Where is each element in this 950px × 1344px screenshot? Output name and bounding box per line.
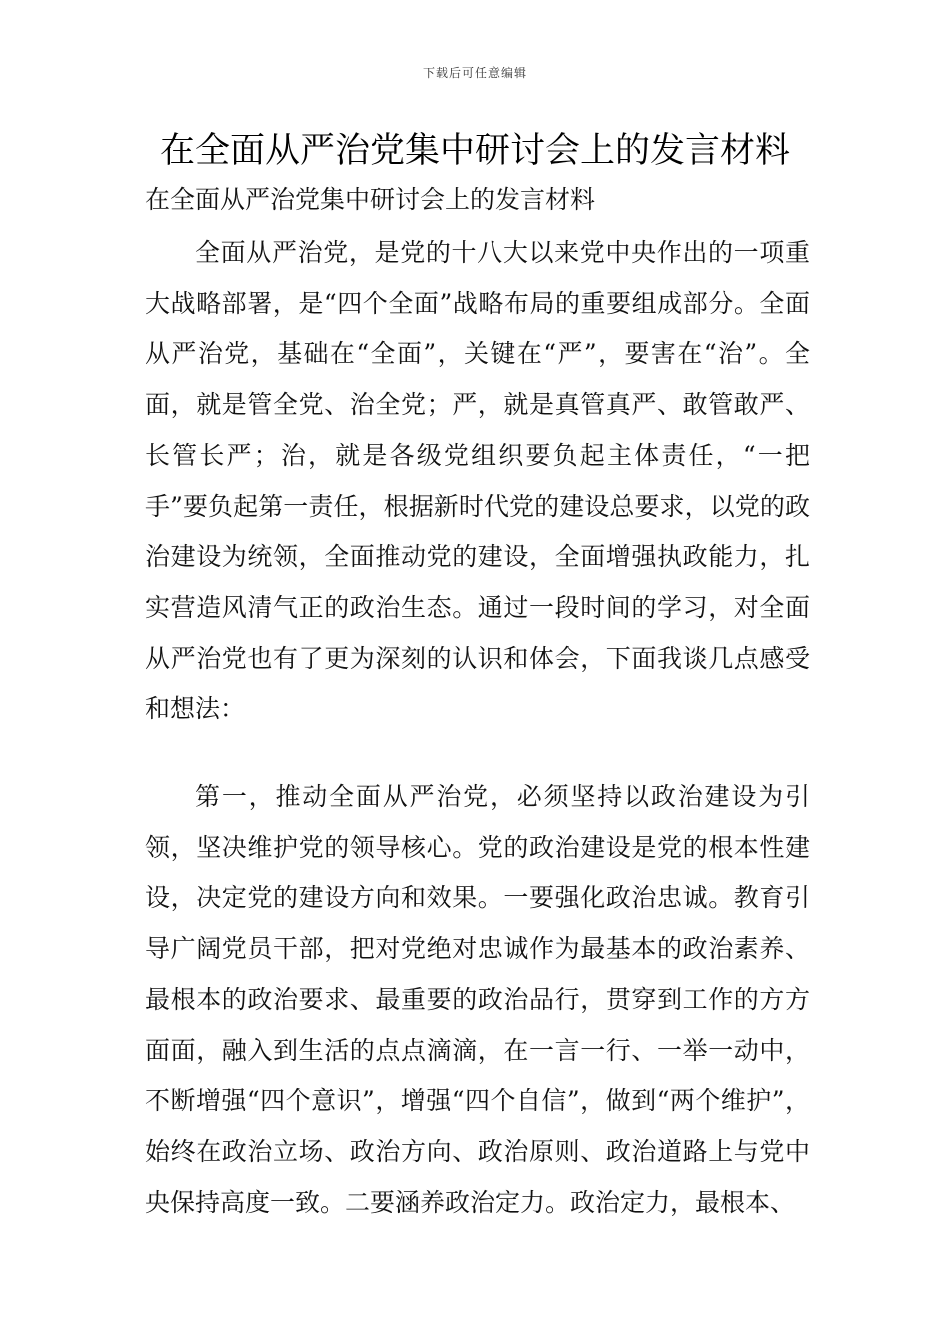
- document-subtitle: 在全面从严治党集中研讨会上的发言材料: [145, 185, 596, 214]
- header-note: 下载后可任意编辑: [422, 66, 527, 80]
- body-paragraph: 第一，推动全面从严治党，必须坚持以政治建设为引领，坚决维护党的领导核心。党的政治建设是党的根本性建设，决定党的建设方向和效果。一要强化政治忠诚。教育引导广阔党员干部，把对党绝对忠诚作为最基本的政治素养、最根本的政治要求、最重要的政治品行，贯穿到工作的方方面面，融入到生活的点点滴滴，在一言一行、一举一动中，不断增强“四个意识”，增强“四个自信”，做到“两个维护”，始终在政治立场、政治方向、政治原则、政治道路上与党中央保持高度一致。二要涵养政治定力。政治定力，最根本、: [145, 782, 810, 1217]
- body-section-first-point: [145, 772, 810, 1228]
- body-section-intro: [145, 228, 810, 735]
- document-title: 在全面从严治党集中研讨会上的发言材料: [159, 131, 790, 171]
- body-paragraph: 全面从严治党，是党的十八大以来党中央作出的一项重大战略部署，是“四个全面”战略布局的重要组成部分。全面从严治党，基础在“全面”，关键在“严”，要害在“治”。全面，就是管全党、治全党；严，就是真管真严、敢管敢严、长管长严；治，就是各级党组织要负起主体责任，“一把手”要负起第一责任，根据新时代党的建设总要求，以党的政治建设为统领，全面推动党的建设，全面增强执政能力，扎实营造风清气正的政治生态。通过一段时间的学习，对全面从严治党也有了更为深刻的认识和体会，下面我谈几点感受和想法：: [145, 238, 810, 724]
